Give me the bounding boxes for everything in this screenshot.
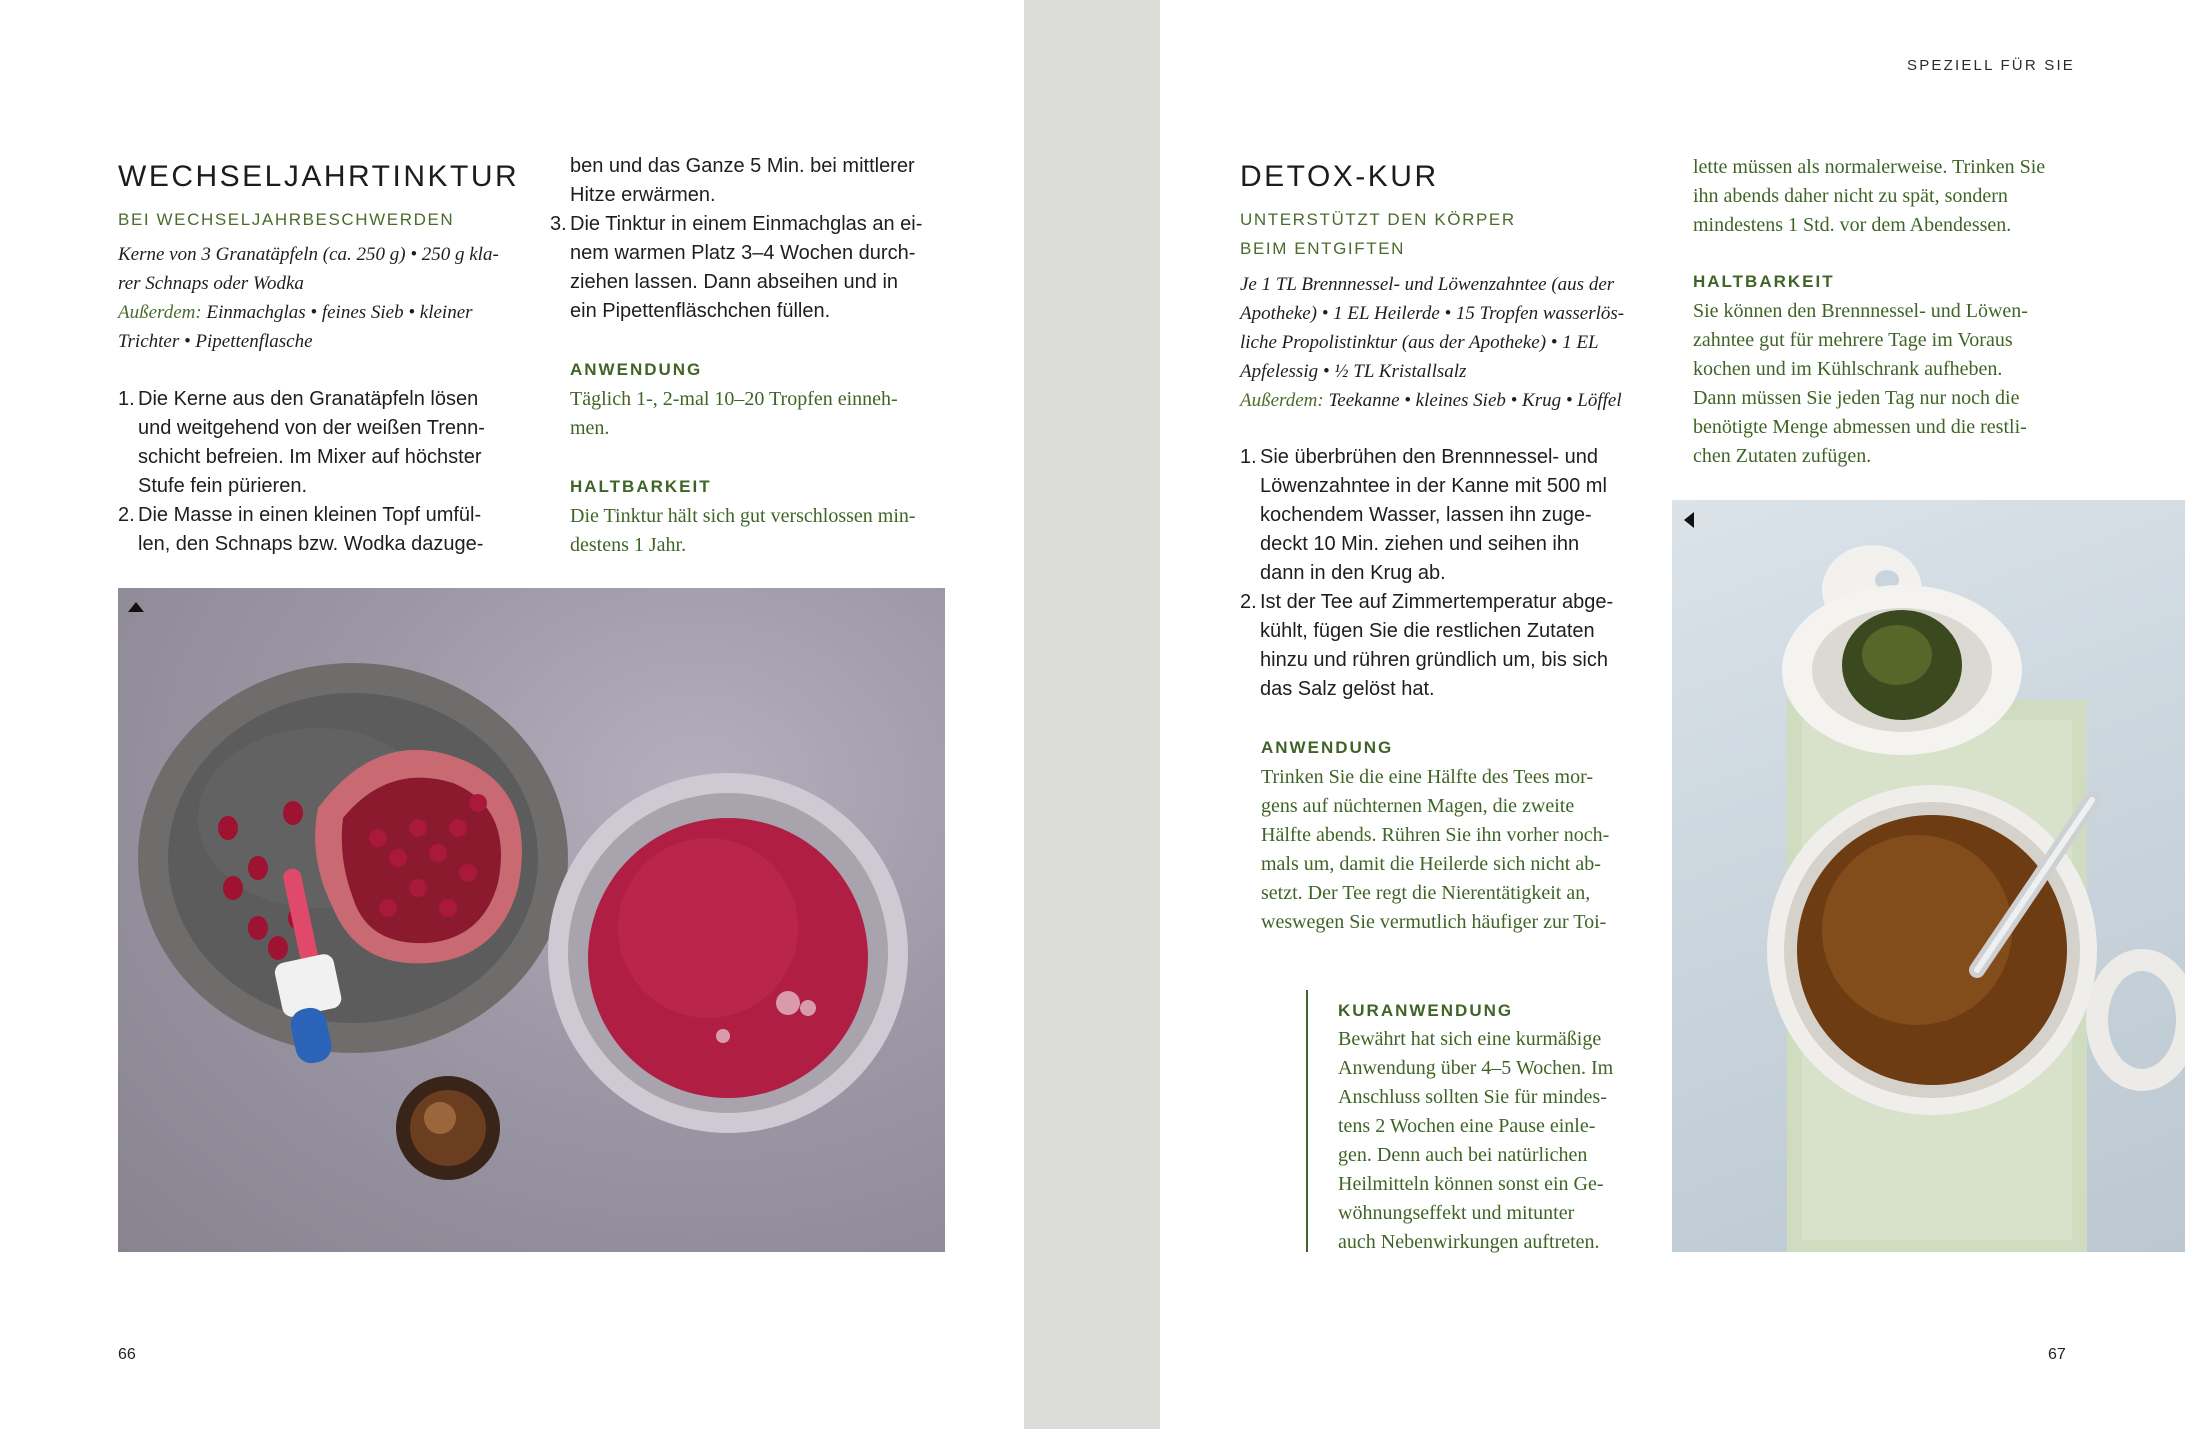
step-continuation	[570, 152, 970, 210]
text-line: benötigte Menge abmessen und die restli-	[1693, 416, 2027, 438]
subtitle-line: UNTERSTÜTZT DEN KÖRPER	[1240, 210, 1516, 229]
text-line: destens 1 Jahr.	[570, 534, 687, 556]
text-line: weswegen Sie vermutlich häufiger zur Toi-	[1261, 911, 1607, 933]
text-line: Die Tinktur hält sich gut verschlossen min-	[570, 505, 916, 527]
step-number: 1.	[118, 388, 135, 410]
text-line: tens 2 Wochen eine Pause einle-	[1338, 1115, 1596, 1137]
recipe-title: DETOX-KUR	[1240, 160, 1439, 193]
recipe-subtitle: BEI WECHSELJAHRBESCHWERDEN	[118, 210, 455, 229]
extra-label: Außerdem:	[118, 302, 202, 323]
kuranwendung-text	[1338, 1025, 1658, 1257]
text-line: men.	[570, 417, 610, 439]
pomegranate-illustration	[118, 588, 945, 1252]
step-line: Die Kerne aus den Granatäpfeln lösen	[138, 388, 479, 410]
text-line: Täglich 1-, 2-mal 10–20 Tropfen einneh-	[570, 388, 898, 410]
text-line: wöhnungseffekt und mitunter	[1338, 1202, 1575, 1224]
ingredients-extra	[1240, 386, 1660, 415]
steps-list-continued	[550, 210, 970, 326]
step-item	[1240, 588, 1660, 704]
step-line: Ist der Tee auf Zimmertemperatur abge-	[1260, 591, 1614, 613]
step-line: len, den Schnaps bzw. Wodka dazuge-	[138, 533, 484, 555]
ingredients-extra	[118, 298, 538, 327]
step-line: ein Pipettenfläschchen füllen.	[570, 300, 831, 322]
step-number: 3.	[550, 213, 567, 235]
step-item	[118, 385, 538, 501]
steps-list	[1240, 443, 1660, 704]
step-item	[118, 501, 538, 559]
text-line: Anwendung über 4–5 Wochen. Im	[1338, 1057, 1614, 1079]
cup-handle	[2097, 960, 2185, 1080]
text-line: Dann müssen Sie jeden Tag nur noch die	[1693, 387, 2020, 409]
text-line: zahntee gut für mehrere Tage im Voraus	[1693, 329, 2013, 351]
anwendung-heading: ANWENDUNG	[570, 360, 703, 379]
step-number: 1.	[1240, 446, 1257, 468]
step-line: schicht befreien. Im Mixer auf höchster	[138, 446, 482, 468]
extra-items: Teekanne • kleines Sieb • Krug • Löffel	[1323, 390, 1622, 411]
ingredients-list	[1240, 270, 1660, 415]
haltbarkeit-text	[570, 502, 990, 560]
text-line: lette müssen als normalerweise. Trinken Sie	[1693, 156, 2046, 178]
subtitle-line: BEIM ENTGIFTEN	[1240, 239, 1406, 258]
page-number: 67	[2048, 1346, 2066, 1363]
text-line: Anschluss sollten Sie für mindes-	[1338, 1086, 1607, 1108]
ingredients-line: Je 1 TL Brennnessel- und Löwenzahntee (aus der	[1240, 274, 1615, 295]
extra-items: Einmachglas • feines Sieb • kleiner	[201, 302, 473, 323]
ingredients-line: liche Propolistinktur (aus der Apotheke) • 1 EL	[1240, 332, 1599, 353]
ingredients-list	[118, 240, 538, 356]
haltbarkeit-heading: HALTBARKEIT	[1693, 272, 1835, 291]
text-line: Heilmitteln können sonst ein Ge-	[1338, 1173, 1604, 1195]
left-page	[0, 0, 1024, 1429]
text-line: Hälfte abends. Rühren Sie ihn vorher noch-	[1261, 824, 1610, 846]
ingredients-line: Kerne von 3 Granatäpfeln (ca. 250 g) • 250 g kla-	[118, 244, 499, 265]
running-head: SPEZIELL FÜR SIE	[1907, 57, 2076, 74]
text-line: Bewährt hat sich eine kurmäßige	[1338, 1028, 1602, 1050]
anwendung-heading: ANWENDUNG	[1261, 738, 1394, 757]
haltbarkeit-text	[1693, 297, 2133, 471]
kuranwendung-box	[1306, 990, 1658, 1252]
text-line: setzt. Der Tee regt die Nierentätigkeit an,	[1261, 882, 1591, 904]
step-line: das Salz gelöst hat.	[1260, 678, 1435, 700]
step-line: dann in den Krug ab.	[1260, 562, 1446, 584]
step-line: Die Tinktur in einem Einmachglas an ei-	[570, 213, 923, 235]
step-line: Stufe fein pürieren.	[138, 475, 307, 497]
step-line: deckt 10 Min. ziehen und seihen ihn	[1260, 533, 1580, 555]
step-line: und weitgehend von der weißen Trenn-	[138, 417, 485, 439]
arrow-up-icon	[128, 602, 144, 612]
pomegranate-tincture-photo	[118, 588, 945, 1252]
text-line: ihn abends daher nicht zu spät, sondern	[1693, 185, 2008, 207]
step-line: Hitze erwärmen.	[570, 184, 716, 206]
recipe-title: WECHSELJAHRTINKTUR	[118, 160, 520, 193]
step-item	[550, 210, 970, 326]
text-line: gens auf nüchternen Magen, die zweite	[1261, 795, 1575, 817]
haltbarkeit-heading: HALTBARKEIT	[570, 477, 712, 496]
anwendung-continuation	[1693, 153, 2133, 240]
step-line: hinzu und rühren gründlich um, bis sich	[1260, 649, 1608, 671]
text-line: chen Zutaten zufügen.	[1693, 445, 1872, 467]
page-number: 66	[118, 1346, 136, 1363]
steps-list	[118, 385, 538, 559]
step-line: Sie überbrühen den Brennnessel- und	[1260, 446, 1599, 468]
step-line: ziehen lassen. Dann abseihen und in	[570, 271, 899, 293]
step-line: kochendem Wasser, lassen ihn zuge-	[1260, 504, 1592, 526]
anwendung-text	[570, 385, 990, 443]
tea-illustration	[1672, 500, 2185, 1252]
step-line: kühlt, fügen Sie die restlichen Zutaten	[1260, 620, 1595, 642]
step-number: 2.	[118, 504, 135, 526]
detox-tea-photo	[1672, 500, 2185, 1252]
text-line: Trinken Sie die eine Hälfte des Tees mor-	[1261, 766, 1594, 788]
ingredients-line: rer Schnaps oder Wodka	[118, 273, 304, 294]
step-line: nem warmen Platz 3–4 Wochen durch-	[570, 242, 916, 264]
step-number: 2.	[1240, 591, 1257, 613]
extra-label: Außerdem:	[1240, 390, 1324, 411]
step-line: Die Masse in einen kleinen Topf umfül-	[138, 504, 482, 526]
step-item	[1240, 443, 1660, 588]
recipe-subtitle	[1240, 205, 1516, 263]
arrow-left-icon	[1684, 512, 1694, 528]
text-line: gen. Denn auch bei natürlichen	[1338, 1144, 1588, 1166]
kuranwendung-heading: KURANWENDUNG	[1338, 1001, 1514, 1020]
text-line: Sie können den Brennnessel- und Löwen-	[1693, 300, 2028, 322]
text-line: mindestens 1 Std. vor dem Abendessen.	[1693, 214, 2012, 236]
text-line: auch Nebenwirkungen auftreten.	[1338, 1231, 1600, 1253]
text-line: mals um, damit die Heilerde sich nicht ab-	[1261, 853, 1601, 875]
text-line: kochen und im Kühlschrank aufheben.	[1693, 358, 2003, 380]
ingredients-line: Apfelessig • ½ TL Kristallsalz	[1240, 361, 1467, 382]
ingredients-line: Apotheke) • 1 EL Heilerde • 15 Tropfen wasserlös-	[1240, 303, 1625, 324]
step-line: Löwenzahntee in der Kanne mit 500 ml	[1260, 475, 1607, 497]
book-gutter	[1024, 0, 1160, 1429]
step-line: ben und das Ganze 5 Min. bei mittlerer	[570, 155, 915, 177]
anwendung-text	[1261, 763, 1681, 937]
ingredients-line: Trichter • Pipettenflasche	[118, 331, 313, 352]
